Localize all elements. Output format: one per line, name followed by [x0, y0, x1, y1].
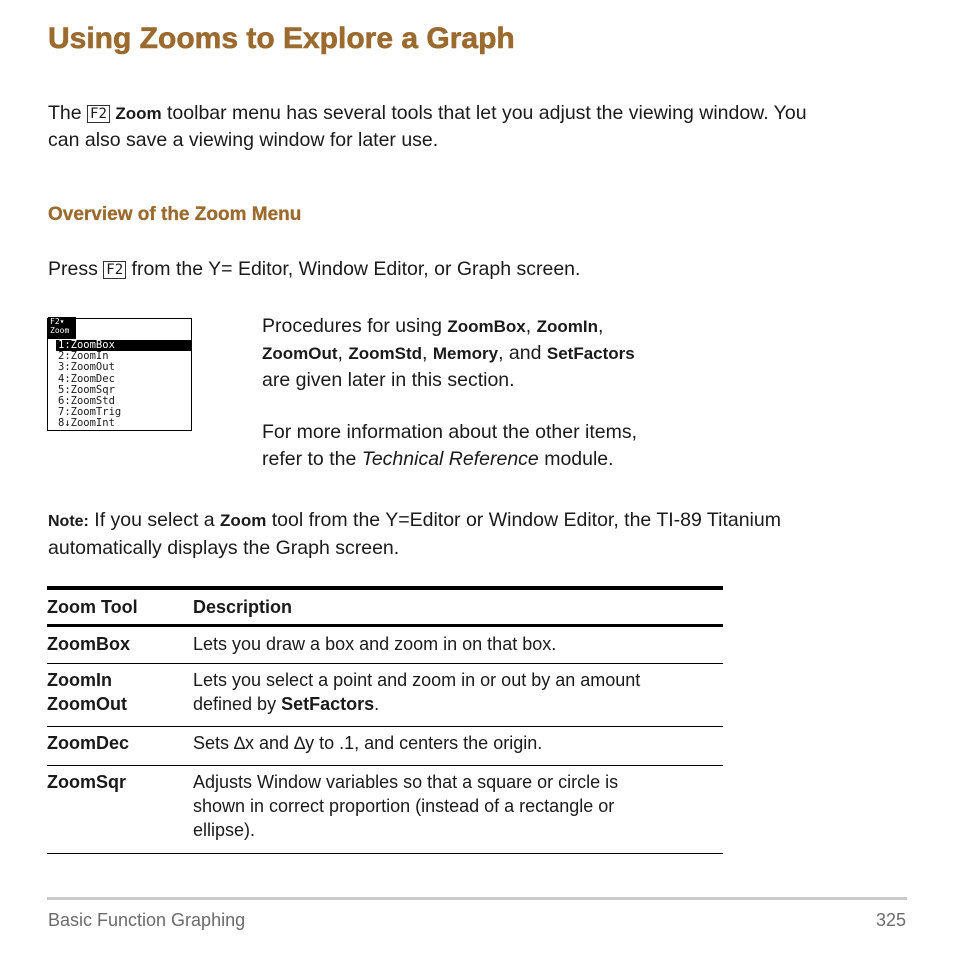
more-info-line1: For more information about the other items, [262, 421, 638, 443]
zoom-tools-table [47, 586, 723, 854]
section-heading: Overview of the Zoom Menu [48, 204, 302, 225]
table-header-row [47, 590, 723, 624]
calc-menu-item: 7:ZoomTrig [58, 406, 122, 419]
table-row [47, 727, 723, 765]
desc-line: ellipse). [193, 820, 256, 840]
table-row [47, 664, 723, 726]
header-zoom-tool: Zoom Tool [47, 597, 138, 617]
zoomstd-term: ZoomStd [348, 344, 423, 363]
technical-reference-title: Technical Reference [361, 448, 539, 470]
press-text: Press [48, 258, 104, 280]
header-description: Description [193, 597, 293, 617]
note-text-rest: tool from the Y=Editor or Window Editor, the TI-89 Titanium [266, 509, 781, 531]
tool-description: Sets ∆x and ∆y to .1, and centers the origin. [193, 733, 543, 753]
page-number: 325 [875, 910, 906, 930]
calculator-zoom-menu-screen [47, 318, 192, 431]
calc-menu-list [56, 340, 191, 430]
calc-tab-label: Zoom [50, 326, 70, 335]
memory-term: Memory [432, 344, 499, 363]
procedures-line3: are given later in this section. [262, 369, 515, 391]
table-bottom-rule [47, 853, 723, 854]
note-line2: automatically displays the Graph screen. [48, 537, 400, 559]
tool-name [47, 668, 193, 716]
tool-description [193, 668, 723, 716]
tool-name: ZoomBox [47, 634, 130, 654]
intro-paragraph [48, 100, 918, 154]
zoom-term: Zoom [220, 511, 267, 530]
separator: , [597, 315, 604, 337]
calc-menu-item: 8↓ZoomInt [58, 417, 115, 430]
tool-name: ZoomDec [47, 733, 130, 753]
note-paragraph [48, 507, 918, 562]
desc-text: . [374, 694, 380, 714]
f2-key-icon: F2 [103, 261, 126, 279]
calc-menu-item: 6:ZoomStd [58, 394, 115, 407]
procedures-paragraph [262, 313, 732, 394]
note-text: If you select a [88, 509, 221, 531]
separator: , [422, 342, 433, 364]
zoomout-term: ZoomOut [262, 344, 338, 363]
separator: , and [498, 342, 547, 364]
calc-menu-item: 5:ZoomSqr [58, 383, 115, 396]
tool-description [193, 770, 723, 842]
page-title: Using Zooms to Explore a Graph [48, 22, 515, 55]
setfactors-term: SetFactors [546, 344, 635, 363]
table-row [47, 766, 723, 853]
procedures-text: Procedures for using [262, 315, 448, 337]
separator: , [525, 315, 537, 337]
tool-name-line: ZoomIn [47, 670, 112, 690]
note-label: Note: [48, 513, 89, 530]
calc-menu-item: 2:ZoomIn [58, 350, 109, 363]
footer-section-name: Basic Function Graphing [48, 910, 246, 930]
zoomin-term: ZoomIn [536, 317, 598, 336]
desc-line: Lets you select a point and zoom in or out by an amount [193, 670, 641, 690]
press-instruction [48, 256, 580, 283]
calc-menu-tab [48, 317, 76, 339]
desc-line: Adjusts Window variables so that a square or circle is [193, 772, 619, 792]
tool-name: ZoomSqr [47, 772, 126, 792]
tool-description: Lets you draw a box and zoom in on that box. [193, 634, 557, 654]
intro-text-rest: toolbar menu has several tools that let you adjust the viewing window. You [161, 102, 807, 124]
tool-name-line: ZoomOut [47, 694, 127, 714]
desc-line: shown in correct proportion (instead of a rectangle or [193, 796, 615, 816]
zoombox-term: ZoomBox [447, 317, 526, 336]
intro-text: The [48, 102, 88, 124]
press-text-rest: from the Y= Editor, Window Editor, or Graph screen. [126, 258, 581, 280]
zoom-menu-name: Zoom [115, 104, 162, 123]
calc-menu-item: 4:ZoomDec [58, 372, 115, 385]
intro-line2: can also save a viewing window for later use. [48, 129, 439, 151]
setfactors-term: SetFactors [281, 694, 375, 714]
separator: , [337, 342, 349, 364]
f2-key-icon: F2 [87, 105, 110, 123]
calc-menu-item: 3:ZoomOut [58, 361, 115, 374]
more-info-text: refer to the [262, 448, 362, 470]
desc-text: defined by [193, 694, 282, 714]
calc-tab-key: F2▾ [50, 317, 65, 326]
more-info-text-rest: module. [538, 448, 614, 470]
calc-menu-item: 1:ZoomBox [56, 340, 191, 351]
footer-rule [47, 897, 907, 900]
more-info-paragraph [262, 419, 732, 473]
table-row [47, 627, 723, 663]
